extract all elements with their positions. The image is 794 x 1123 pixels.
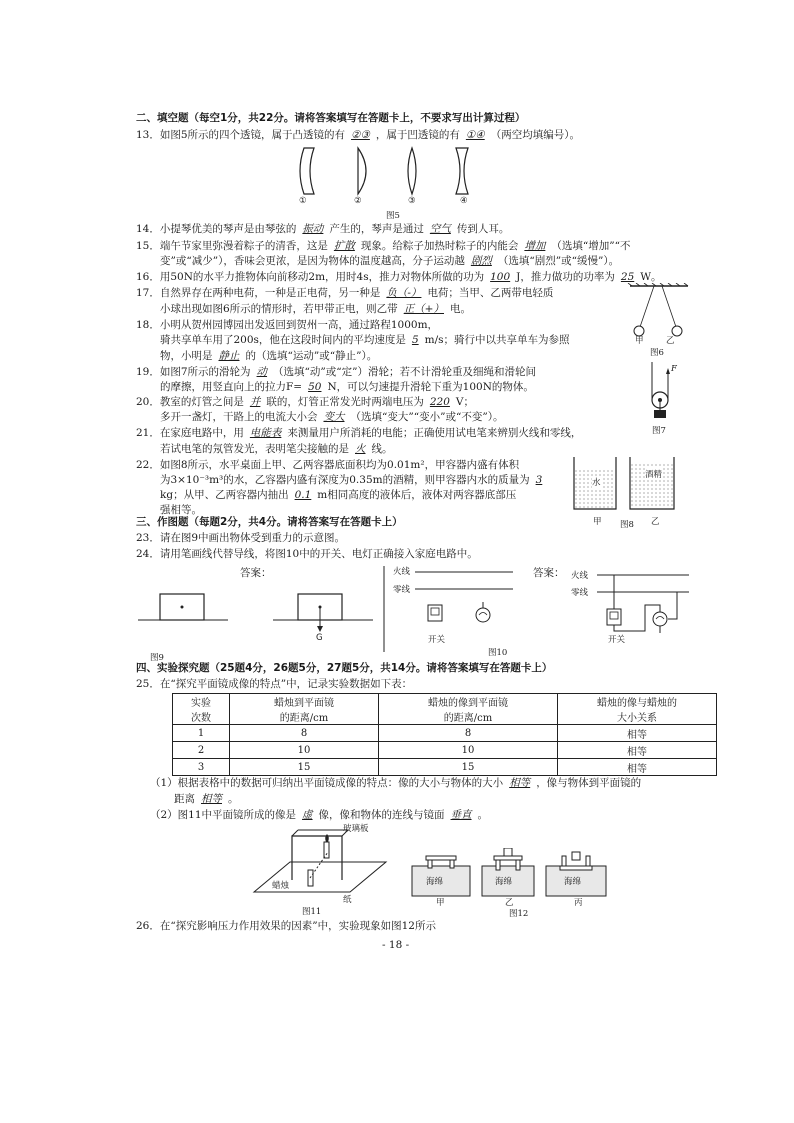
q15-text-3: （选填“增加”“不 [551,240,631,252]
fig10-answer-live-label: 火线 [571,571,589,581]
fig8-caption: 图8 [620,520,634,530]
q15-text-2: 现象。给粽子加热时粽子的内能会 [360,240,519,252]
q25-1-text-2: ，像与物体到平面镜的 [536,777,642,789]
table-header: 实验 次数 [173,694,230,725]
fig11-paper-label: 纸 [343,895,352,905]
question-14 [136,222,509,236]
q21-text-3: 若试电笔的氖管发光，表明笔尖接触的是 [160,443,349,455]
question-13 [136,128,580,142]
table-cell: 3 [173,759,230,776]
fig7-force-label: F [671,364,677,374]
fig5-label-1: ① [299,196,307,206]
question-15-line-2 [160,254,619,268]
fig6-caption: 图6 [650,348,664,358]
q22-text: 为3×10⁻³m³的水，乙容器内盛有深度为0.35m的酒精，则甲容器内水的质量为 [160,474,530,486]
q25-1-answer-1: 相等 [509,777,531,789]
q25-1-answer-2: 相等 [201,793,222,805]
pulley-load [654,410,666,418]
q22-text-3: m相同高度的液体后，液体对两容器底部压 [317,489,517,501]
table-cell: 相等 [558,742,717,759]
fig9-g-label: G [316,633,323,643]
question-25-1-line-2 [174,792,239,806]
fig11-candle-label: 蜡烛 [272,881,290,891]
q15-answer-2: 增加 [524,240,546,252]
q25-1-text: （1）根据表格中的数据可归纳出平面镜成像的特点：像的大小与物体的大小 [150,777,504,789]
q25-1-text-3: 距离 [174,793,195,805]
table-cell: 10 [230,742,379,759]
question-22-line-2 [160,473,548,487]
q14-answer-1: 振动 [302,223,324,235]
fig6-label-jia: 甲 [635,336,644,346]
figure-11-plane-mirror [250,822,390,902]
q16-text-3: W。 [640,271,662,283]
q25-1-text-4: 。 [228,793,239,805]
table-row [173,742,717,759]
question-22-line-1: 22．如图8所示，水平桌面上甲、乙两容器底面积均为0.01m²，甲容器内盛有体积 [136,459,520,471]
question-17-line-2 [160,302,471,316]
q13-text-2: ，属于凹透镜的有 [375,129,460,141]
fig10-bulb [476,608,490,622]
q19-answer-2: 50 [308,381,322,393]
question-19-line-2 [160,380,534,394]
table-header: 蜡烛到平面镜 的距离/cm [230,694,379,725]
figure-9-gravity [138,580,378,660]
q17-text: 17．自然界存在两种电荷，一种是正电荷，另一种是 [136,287,381,299]
q20-text: 20．教室的灯管之间是 [136,396,244,408]
q13-answer-1: ②③ [351,129,370,141]
question-18-line-3 [160,349,377,363]
question-18-line-2 [160,333,570,347]
fig12-sponge-yi [482,848,534,896]
fig10-answer-label: 答案： [533,567,565,579]
fig10-answer-neutral-label: 零线 [571,588,589,598]
question-25: 25．在“探究平面镜成像的特点”中，记录实验数据如下表： [136,678,413,690]
fig10-answer-switch-label: 开关 [608,635,626,645]
fig10-live-label: 火线 [393,567,411,577]
question-18-line-1: 18．小明从贺州园博园出发返回到贺州一高，通过路程1000m， [136,319,439,331]
q13-text-3: （两空均填编号）。 [490,129,580,141]
q14-text-3: 传到人耳。 [456,223,510,235]
q19-text-4: N，可以匀速提升滑轮下重为100N的物体。 [327,381,534,393]
fig11-caption: 图11 [302,907,322,917]
fig10-switch-label: 开关 [428,635,446,645]
q22-text-2: kg；从甲、乙两容器内抽出 [160,489,289,501]
section2-title: 二、填空题（每空1分，共22分。请将答案填写在答题卡上，不要求写出计算过程） [136,112,526,124]
q16-answer-2: 25 [620,271,635,283]
q25-2-text-2: 像，像和物体的连线与镜面 [318,809,445,821]
q18-text-2: m/s；骑行中以共享单车为参照 [424,334,570,346]
q21-text-2: 来测量用户所消耗的电能；正确使用试电笔来辨别火线和零线， [287,427,582,439]
fig12-label-bing: 丙 [574,898,583,908]
fig10-answer-switch [607,609,621,625]
fig5-caption: 图5 [386,211,400,221]
lens-2-plano-convex [358,148,366,194]
q18-text: 骑共享单车用了200s，他在这段时间内的平均速度是 [160,334,406,346]
question-17-line-1 [136,286,553,300]
fig7-caption: 图7 [652,426,666,436]
fig10-neutral-label: 零线 [393,585,411,595]
question-20-line-1 [136,395,474,409]
q15-answer-3: 剧烈 [470,255,492,267]
q15-text: 15．端午节家里弥漫着粽子的清香，这是 [136,240,328,252]
q25-2-text: （2）图11中平面镜所成的像是 [150,809,297,821]
lens-1-concave-convex [300,148,314,194]
table-cell: 8 [379,725,558,742]
q19-text: 19．如图7所示的滑轮为 [136,366,251,378]
q15-text-4: 变”或“减少”），香味会更浓，是因为物体的温度越高，分子运动越 [160,255,465,267]
q19-text-3: 的摩擦，用竖直向上的拉力F= [160,381,303,393]
q18-text-3: 物，小明是 [160,350,213,362]
figure-8-containers [570,455,680,515]
fig8-alcohol-label: 酒精 [645,470,663,480]
q20-answer-3: 变大 [323,411,345,423]
q16-answer-1: 100 [490,271,511,283]
fig10-answer-wires [614,575,677,633]
q20-text-4: 多开一盏灯，干路上的电流大小会 [160,411,318,423]
q18-answer-2: 静止 [218,350,240,362]
fig10-caption: 图10 [488,648,508,658]
q17-text-4: 电。 [450,303,471,315]
q16-text-2: J，推力做功的功率为 [516,271,615,283]
q14-text: 14．小提琴优美的琴声是由琴弦的 [136,223,297,235]
fig12-sponge-label-bing: 海绵 [564,877,582,887]
fig9-caption: 图9 [150,653,164,663]
figure-7-pulley [640,362,690,422]
lens-3-biconvex [408,148,416,194]
table-header-row [173,694,717,725]
question-23: 23．请在图9中画出物体受到重力的示意图。 [136,532,346,544]
table-header: 蜡烛的像到平面镜 的距离/cm [379,694,558,725]
q17-answer-2: 正（+） [403,303,444,315]
container-yi [630,457,674,509]
q18-text-4: 的（选填“运动”或“静止”）。 [245,350,378,362]
question-16 [136,270,662,284]
q18-answer-1: 5 [411,334,419,346]
fig5-label-2: ② [354,196,362,206]
q14-answer-2: 空气 [429,223,451,235]
q22-answer-1: 3 [535,474,543,486]
q19-text-2: （选填“动”或“定”）滑轮；若不计滑轮重及细绳和滑轮间 [273,366,537,378]
fig6-label-yi: 乙 [666,336,675,346]
q25-2-text-3: 。 [477,809,489,821]
lens-4-biconcave [456,148,468,194]
fig10-switch [428,605,442,621]
question-25-2 [150,808,488,822]
mirror-data-table [172,693,717,776]
question-24: 24．请用笔画线代替导线，将图10中的开关、电灯正确接入家庭电路中。 [136,548,478,560]
question-25-1-line-1 [150,776,641,790]
q20-text-2: 联的，灯管正常发光时两端电压为 [266,396,424,408]
table-cell: 15 [379,759,558,776]
q19-answer-1: 动 [256,366,268,378]
fig11-glass-label: 玻璃板 [343,824,369,834]
fig12-sponge-label-jia: 海绵 [426,877,444,887]
fig8-water-label: 水 [592,478,601,488]
fig8-label-yi: 乙 [651,517,660,527]
table-header: 蜡烛的像与蜡烛的 大小关系 [558,694,717,725]
q21-text-4: 线。 [371,443,393,455]
q20-answer-1: 并 [249,396,261,408]
q20-text-5: （选填“变大”“变小”或“不变”）。 [350,411,504,423]
q25-2-answer-2: 垂直 [450,809,472,821]
q21-answer-1: 电能表 [249,427,282,439]
q14-text-2: 产生的，琴声是通过 [329,223,424,235]
fig12-label-jia: 甲 [436,898,445,908]
fig12-label-yi: 乙 [505,898,514,908]
section3-title: 三、作图题（每题2分，共4分。请将答案写在答题卡上） [136,516,403,528]
q20-text-3: V； [455,396,475,408]
q21-answer-2: 火 [355,443,366,455]
table-cell: 2 [173,742,230,759]
q17-answer-1: 负（-） [386,287,422,299]
question-22-line-3 [160,488,516,502]
q15-answer-1: 扩散 [333,240,355,252]
fig8-label-jia: 甲 [593,517,602,527]
fig12-caption: 图12 [509,909,529,919]
table-cell: 相等 [558,759,717,776]
fig12-sponge-label-yi: 海绵 [495,877,513,887]
figure-5-lenses [290,146,510,206]
q16-text: 16．用50N的水平力推物体向前移动2m，用时4s，推力对物体所做的功为 [136,271,485,283]
table-cell: 相等 [558,725,717,742]
q25-2-answer-1: 虚 [302,809,313,821]
question-26: 26．在“探究影响压力作用效果的因素”中，实验现象如图12所示 [136,920,436,932]
fig5-label-3: ③ [408,196,416,206]
q21-text: 21．在家庭电路中，用 [136,427,244,439]
question-19-line-1 [136,365,536,379]
q17-text-2: 电荷；当甲、乙两带电轻质 [427,287,554,299]
q13-answer-2: ①④ [465,129,485,141]
table-cell: 15 [230,759,379,776]
table-row [173,725,717,742]
q13-text: 13．如图5所示的四个透镜，属于凸透镜的有 [136,129,346,141]
q20-answer-2: 220 [429,396,450,408]
question-21-line-1 [136,426,581,440]
table-cell: 1 [173,725,230,742]
section4-title: 四、实验探究题（25题4分，26题5分，27题5分，共14分。请将答案填写在答题卡上） [136,662,553,674]
question-20-line-2 [160,410,503,424]
table-row [173,759,717,776]
question-22-line-4: 强相等。 [160,504,202,516]
fig12-sponge-bing [546,852,606,896]
fig9-answer-label: 答案： [240,567,272,579]
question-15-line-1 [136,239,630,253]
fig5-label-4: ④ [460,196,468,206]
table-cell: 10 [379,742,558,759]
fig11-candle-image [324,842,329,858]
q17-text-3: 小球出现如图6所示的情形时，若甲带正电，则乙带 [160,303,398,315]
q15-text-5: （选填“剧烈”或“缓慢”）。 [497,255,620,267]
q22-answer-2: 0.1 [294,489,312,501]
page-number: - 18 - [382,939,410,951]
fig10-answer-bulb [653,612,667,626]
question-21-line-2 [160,442,393,456]
table-cell: 8 [230,725,379,742]
